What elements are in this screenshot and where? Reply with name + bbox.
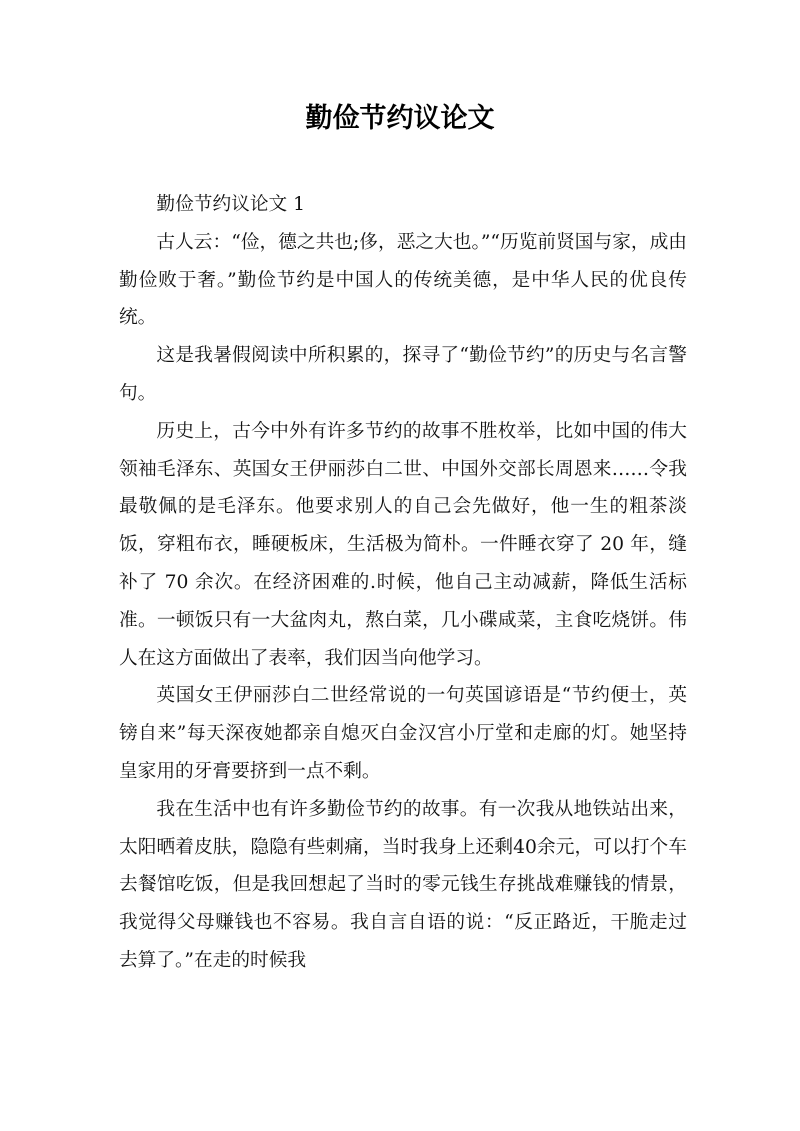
paragraph: 这是我暑假阅读中所积累的，探寻了“勤俭节约”的历史与名言警句。	[119, 345, 687, 404]
paragraph: 英国女王伊丽莎白二世经常说的一句英国谚语是“节约便士，英镑自来”每天深夜她都亲自熄灭白金汉宫小厅堂和走廊的灯。她坚持皇家用的牙膏要挤到一点不剩。	[119, 685, 687, 782]
document-title: 勤俭节约议论文	[305, 103, 495, 134]
document-body	[119, 186, 687, 980]
paragraph: 古人云：“俭，德之共也;侈，恶之大也。”“历览前贤国与家，成由勤俭败于奢。”勤俭节约是中国人的传统美德，是中华人民的优良传统。	[119, 231, 687, 329]
paragraph: 历史上，古今中外有许多节约的故事不胜枚举，比如中国的伟大领袖毛泽东、英国女王伊丽莎白二世、中国外交部长周恩来……令我最敬佩的是毛泽东。他要求别人的自己会先做好，他一生的粗茶淡饭，穿粗布衣，睡硬板床，生活极为简朴。一件睡衣穿了 20 年，缝补了 70 余次。在经济困难的.时候，他自己主动减薪，降低生活标准。一顿饭只有一大盆肉丸，熬白菜，几小碟咸菜，主食吃烧饼。伟人在这方面做出了表率，我们因当向他学习。	[119, 420, 687, 669]
section-heading: 勤俭节约议论文 1	[156, 194, 306, 215]
paragraph: 我在生活中也有许多勤俭节约的故事。有一次我从地铁站出来，太阳晒着皮肤，隐隐有些刺痛，当时我身上还剩40余元，可以打个车去餐馆吃饭，但是我回想起了当时的零元钱生存挑战难赚钱的情景，我觉得父母赚钱也不容易。我自言自语的说：“反正路近，干脆走过去算了。”在走的时候我	[119, 798, 687, 971]
